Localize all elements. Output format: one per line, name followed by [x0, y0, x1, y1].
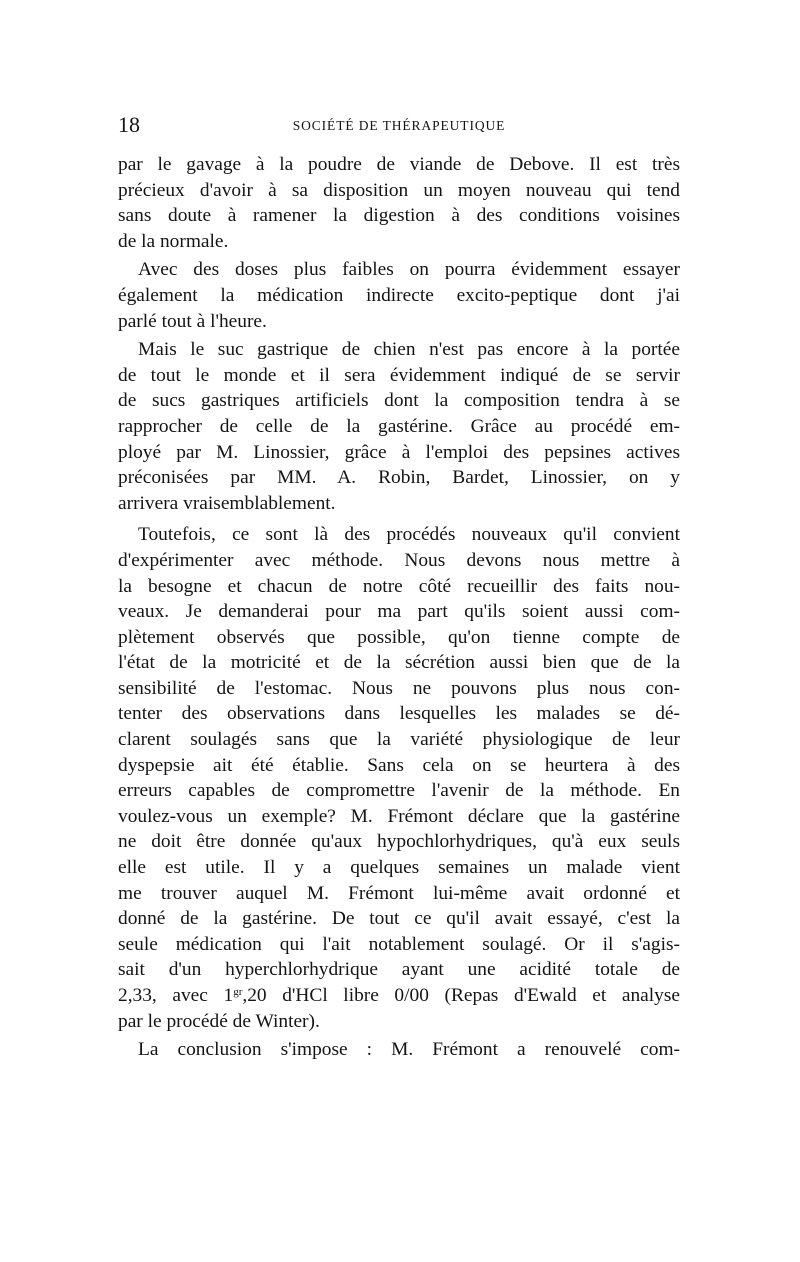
- text-line: par le gavage à la poudre de viande de Debove. Il est très: [118, 154, 680, 175]
- text-line: veaux. Je demanderai pour ma part qu'ils soient aussi com-: [118, 601, 680, 623]
- paragraph: [118, 1037, 680, 1063]
- text-line: l'état de la motricité et de la sécrétion aussi bien que de la: [118, 652, 680, 674]
- text-line: dyspepsie ait été établie. Sans cela on se heurtera à des: [118, 754, 680, 776]
- text-line: donné de la gastérine. De tout ce qu'il avait essayé, c'est la: [118, 908, 680, 930]
- text-line: plètement observés que possible, qu'on tienne compte de: [118, 626, 680, 648]
- text-line: voulez-vous un exemple? M. Frémont déclare que la gastérine: [118, 805, 680, 827]
- text-line: la besogne et chacun de notre côté recueillir des faits nou-: [118, 575, 680, 597]
- text-line: Mais le suc gastrique de chien n'est pas encore à la portée: [138, 339, 680, 361]
- text-line: tenter des observations dans lesquelles les malades se dé-: [118, 703, 680, 725]
- text-line: [118, 983, 680, 1009]
- gram-unit-superscript: gr: [233, 986, 243, 998]
- text-line: sensibilité de l'estomac. Nous ne pouvons plus nous con-: [118, 677, 680, 699]
- paragraph: [118, 152, 680, 254]
- text-line: sait d'un hyperchlorhydrique ayant une acidité totale de: [118, 959, 680, 981]
- text-line: elle est utile. Il y a quelques semaines un malade vient: [118, 857, 680, 879]
- text-line: erreurs capables de compromettre l'avenir de la méthode. En: [118, 780, 680, 802]
- text-line: parlé tout à l'heure.: [118, 310, 267, 332]
- text-line: ployé par M. Linossier, grâce à l'emploi des pepsines actives: [118, 441, 680, 463]
- text-line: seule médication qui l'ait notablement soulagé. Or il s'agis-: [118, 933, 680, 955]
- text-line: arrivera vraisemblablement.: [118, 492, 336, 514]
- text-line: Toutefois, ce sont là des procédés nouveaux qu'il convient: [138, 524, 680, 546]
- text-line: rapprocher de celle de la gastérine. Grâce au procédé em-: [118, 415, 680, 437]
- text-line: de tout le monde et il sera évidemment indiqué de se servir: [118, 364, 680, 386]
- text-line: d'expérimenter avec méthode. Nous devons nous mettre à: [118, 549, 680, 571]
- dose-text: ,20 d'HCl libre 0/00 (Repas d'Ewald et analyse: [242, 985, 680, 1006]
- text-line: de sucs gastriques artificiels dont la composition tendra à se: [118, 390, 680, 412]
- running-header: [118, 113, 680, 137]
- dose-text: 2,33, avec 1: [118, 985, 234, 1006]
- paragraph: [118, 337, 680, 516]
- paragraph: [118, 522, 680, 1034]
- text-line: La conclusion s'impose : M. Frémont a renouvelé com-: [138, 1039, 680, 1061]
- text-line: par le procédé de Winter).: [118, 1010, 320, 1032]
- page-number: 18: [118, 112, 140, 137]
- text-line: sans doute à ramener la digestion à des conditions voisines: [118, 205, 680, 227]
- text-line: préconisées par MM. A. Robin, Bardet, Linossier, on y: [118, 467, 680, 489]
- text-line: clarent soulagés sans que la variété physiologique de leur: [118, 729, 680, 751]
- text-line: me trouver auquel M. Frémont lui-même avait ordonné et: [118, 882, 680, 904]
- running-title: SOCIÉTÉ DE THÉRAPEUTIQUE: [292, 118, 506, 133]
- text-line: ne doit être donnée qu'aux hypochlorhydriques, qu'à eux seuls: [118, 831, 680, 853]
- text-line: de la normale.: [118, 230, 229, 252]
- paragraph: [118, 257, 680, 334]
- text-line: Avec des doses plus faibles on pourra évidemment essayer: [138, 259, 680, 281]
- body-text: [118, 152, 680, 1063]
- text-line: précieux d'avoir à sa disposition un moyen nouveau qui tend: [118, 179, 680, 201]
- text-line: également la médication indirecte excito-peptique dont j'ai: [118, 284, 680, 306]
